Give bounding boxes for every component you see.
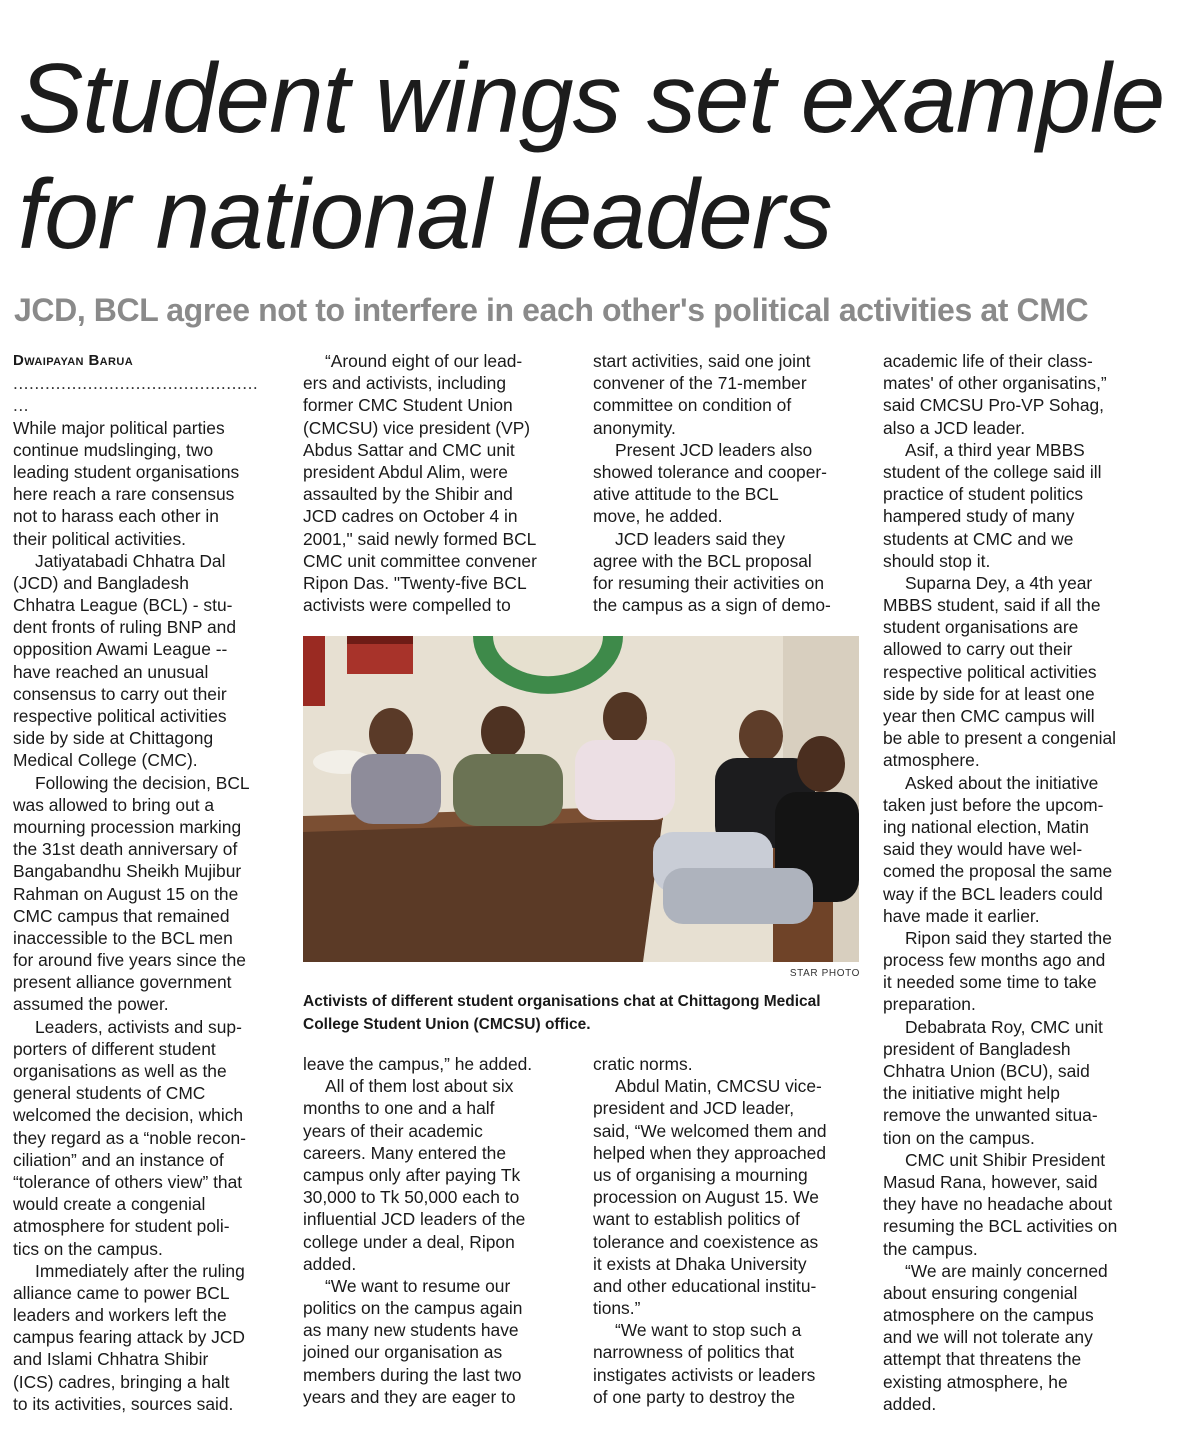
- article-text-line: should stop it.: [883, 550, 991, 571]
- article-text-line: atmosphere for student poli-: [13, 1216, 230, 1237]
- article-text-line: preparation.: [883, 994, 976, 1015]
- article-text-line: ative attitude to the BCL: [593, 484, 779, 505]
- article-text-line: said, “We welcomed them and: [593, 1120, 827, 1141]
- article-text-line: not to harass each other in: [13, 506, 219, 527]
- article-text-line: welcomed the decision, which: [13, 1105, 244, 1126]
- article-column-1: [13, 350, 281, 1415]
- article-text-line: politics on the campus again: [303, 1298, 523, 1319]
- article-text-line: would create a congenial: [13, 1194, 206, 1215]
- article-text-line: activists were compelled to: [303, 595, 511, 616]
- article-text-line: hampered study of many: [883, 506, 1075, 527]
- article-text-line: years of their academic: [303, 1120, 483, 1141]
- article-text-line: assumed the power.: [13, 994, 169, 1015]
- article-text-line: ciliation” and an instance of: [13, 1149, 224, 1170]
- article-text-line: assaulted by the Shibir and: [303, 484, 513, 505]
- article-text-line: alliance came to power BCL: [13, 1282, 230, 1303]
- article-text-line: student of the college said ill: [883, 461, 1102, 482]
- article-text-line: was allowed to bring out a: [13, 794, 215, 815]
- article-text-line: Asked about the initiative: [905, 772, 1099, 793]
- article-text-line: way if the BCL leaders could: [883, 883, 1103, 904]
- article-text-line: Rahman on August 15 on the: [13, 883, 239, 904]
- article-text-line: practice of student politics: [883, 484, 1084, 505]
- article-text-line: tion on the campus.: [883, 1127, 1035, 1148]
- photo-caption: [303, 990, 859, 1036]
- article-text-line: All of them lost about six: [325, 1076, 514, 1097]
- article-text-line: have made it earlier.: [883, 905, 1040, 926]
- article-text-line: be able to present a congenial: [883, 728, 1117, 749]
- article-text-line: president and JCD leader,: [593, 1098, 795, 1119]
- article-text-line: Chhatra League (BCL) - stu-: [13, 595, 233, 616]
- article-text-line: opposition Awami League --: [13, 639, 228, 660]
- article-text-line: “We want to stop such a: [615, 1320, 802, 1341]
- article-text-line: helped when they approached: [593, 1142, 827, 1163]
- article-text-line: months to one and a half: [303, 1098, 495, 1119]
- article-text-line: college under a deal, Ripon: [303, 1231, 515, 1252]
- article-text-line: they have no headache about: [883, 1194, 1113, 1215]
- article-text-line: move, he added.: [593, 506, 723, 527]
- article-column-2-bottom: [303, 1053, 573, 1408]
- article-text-line: showed tolerance and cooper-: [593, 461, 827, 482]
- article-text-line: campus fearing attack by JCD: [13, 1327, 245, 1348]
- article-text-line: agree with the BCL proposal: [593, 550, 812, 571]
- article-text-line: resuming the BCL activities on: [883, 1216, 1118, 1237]
- article-text-line: said CMCSU Pro-VP Sohag,: [883, 395, 1105, 416]
- article-text-line: leave the campus,” he added.: [303, 1054, 533, 1074]
- article-text-line: leaders and workers left the: [13, 1305, 227, 1326]
- article-text-line: Present JCD leaders also: [615, 439, 813, 460]
- article-text-line: their political activities.: [13, 528, 187, 549]
- article-text-line: to its activities, sources said.: [13, 1393, 234, 1414]
- byline-divider: ...: [13, 395, 29, 416]
- article-text-line: and Islami Chhatra Shibir: [13, 1349, 209, 1370]
- article-text-line: (JCD) and Bangladesh: [13, 572, 189, 593]
- article-text-line: and we will not tolerate any: [883, 1327, 1093, 1348]
- article-text-line: side by side for at least one: [883, 683, 1095, 704]
- article-text-line: committee on condition of: [593, 395, 792, 416]
- article-text-line: Medical College (CMC).: [13, 750, 198, 771]
- article-text-line: influential JCD leaders of the: [303, 1209, 526, 1230]
- article-text-line: said they would have wel-: [883, 839, 1083, 860]
- article-text-line: process few months ago and: [883, 950, 1106, 971]
- article-text-line: “We are mainly concerned: [905, 1260, 1108, 1281]
- article-text-line: and other educational institu-: [593, 1275, 817, 1296]
- article-text-line: us of organising a mourning: [593, 1164, 808, 1185]
- article-text-line: consensus to carry out their: [13, 683, 227, 704]
- headline-line: for national leaders: [18, 159, 832, 269]
- article-text-line: also a JCD leader.: [883, 417, 1026, 438]
- article-text-line: it needed some time to take: [883, 972, 1097, 993]
- article-text-line: present alliance government: [13, 972, 232, 993]
- col2-top-lines: [303, 350, 573, 616]
- article-text-line: about ensuring congenial: [883, 1282, 1078, 1303]
- article-column-3-bottom: [593, 1053, 865, 1408]
- article-text-line: taken just before the upcom-: [883, 794, 1104, 815]
- photo-illustration: [303, 636, 859, 962]
- article-text-line: organisations as well as the: [13, 1061, 227, 1081]
- article-text-line: anonymity.: [593, 417, 676, 438]
- article-text-line: respective political activities: [883, 661, 1097, 682]
- article-text-line: comed the proposal the same: [883, 861, 1113, 882]
- article-column-2-top: [303, 350, 573, 616]
- article-text-line: respective political activities: [13, 706, 227, 726]
- article-text-line: JCD cadres on October 4 in: [303, 506, 518, 527]
- article-text-line: Leaders, activists and sup-: [35, 1016, 242, 1037]
- article-text-line: the campus.: [883, 1238, 978, 1259]
- news-photo: [303, 636, 859, 962]
- caption-line: Activists of different student organisations chat at Chittagong Medical: [303, 993, 821, 1010]
- article-text-line: attempt that threatens the: [883, 1349, 1082, 1370]
- article-text-line: careers. Many entered the: [303, 1142, 506, 1163]
- article-text-line: cratic norms.: [593, 1054, 693, 1074]
- article-text-line: procession on August 15. We: [593, 1187, 819, 1208]
- article-text-line: convener of the 71-member: [593, 373, 807, 394]
- article-text-line: (ICS) cadres, bringing a halt: [13, 1371, 230, 1392]
- article-text-line: students at CMC and we: [883, 528, 1074, 549]
- article-text-line: year then CMC campus will: [883, 706, 1095, 726]
- article-text-line: “We want to resume our: [325, 1275, 511, 1296]
- article-text-line: president Abdul Alim, were: [303, 461, 508, 482]
- article-text-line: the campus as a sign of demo-: [593, 595, 831, 616]
- article-text-line: they regard as a “noble recon-: [13, 1127, 246, 1148]
- subheadline: JCD, BCL agree not to interfere in each other's political activities at CMC: [14, 292, 1089, 328]
- article-text-line: the initiative might help: [883, 1083, 1060, 1104]
- article-text-line: side by side at Chittagong: [13, 728, 214, 749]
- article-text-line: general students of CMC: [13, 1083, 206, 1104]
- article-text-line: inaccessible to the BCL men: [13, 927, 233, 948]
- article-text-line: atmosphere.: [883, 750, 980, 771]
- article-text-line: MBBS student, said if all the: [883, 595, 1101, 616]
- article-text-line: CMC unit Shibir President: [905, 1149, 1106, 1170]
- headline-line: Student wings set example: [18, 43, 1165, 153]
- article-text-line: president of Bangladesh: [883, 1038, 1071, 1059]
- photo-credit: STAR PHOTO: [789, 968, 860, 979]
- article-text-line: continue mudslinging, two: [13, 439, 214, 460]
- article-text-line: CMC campus that remained: [13, 905, 230, 926]
- byline-divider: ..............................................: [13, 373, 259, 394]
- article-text-line: joined our organisation as: [303, 1342, 503, 1363]
- article-text-line: want to establish politics of: [593, 1209, 800, 1230]
- article-text-line: Suparna Dey, a 4th year: [905, 572, 1093, 593]
- article-text-line: of one party to destroy the: [593, 1386, 796, 1407]
- article-text-line: for around five years since the: [13, 950, 246, 971]
- article-text-line: narrowness of politics that: [593, 1342, 795, 1363]
- article-text-line: it exists at Dhaka University: [593, 1253, 807, 1274]
- col2-bottom-lines: [303, 1053, 573, 1408]
- article-column-4: [883, 350, 1173, 1415]
- article-text-line: ing national election, Matin: [883, 816, 1089, 837]
- article-text-line: members during the last two: [303, 1364, 522, 1385]
- article-text-line: ers and activists, including: [303, 373, 506, 394]
- article-text-line: 2001," said newly formed BCL: [303, 528, 537, 549]
- col3-bottom-lines: [593, 1053, 865, 1408]
- article-text-line: leading student organisations: [13, 461, 240, 482]
- article-text-line: have reached an unusual: [13, 661, 209, 682]
- article-text-line: mourning procession marking: [13, 816, 242, 837]
- article-text-line: “Around eight of our lead-: [325, 351, 523, 371]
- article-text-line: instigates activists or leaders: [593, 1364, 816, 1385]
- article-text-line: (CMCSU) vice president (VP): [303, 417, 531, 438]
- article-text-line: existing atmosphere, he: [883, 1371, 1068, 1392]
- article-text-line: for resuming their activities on: [593, 572, 825, 593]
- article-text-line: remove the unwanted situa-: [883, 1105, 1098, 1126]
- col3-top-lines: [593, 350, 865, 616]
- article-text-line: here reach a rare consensus: [13, 484, 235, 505]
- article-text-line: tolerance and coexistence as: [593, 1231, 819, 1252]
- article-text-line: 30,000 to Tk 50,000 each to: [303, 1187, 520, 1208]
- article-text-line: former CMC Student Union: [303, 395, 513, 416]
- article-text-line: Asif, a third year MBBS: [905, 439, 1085, 460]
- article-text-line: “tolerance of others view” that: [13, 1171, 243, 1192]
- article-text-line: the 31st death anniversary of: [13, 839, 238, 860]
- article-text-line: added.: [303, 1253, 357, 1274]
- headline: [18, 40, 1183, 272]
- article-text-line: Masud Rana, however, said: [883, 1171, 1098, 1192]
- article-text-line: allowed to carry out their: [883, 639, 1073, 660]
- article-column-3-top: [593, 350, 865, 616]
- article-text-line: tics on the campus.: [13, 1238, 163, 1259]
- article-text-line: mates' of other organisatins,”: [883, 373, 1107, 394]
- col1-lines: [13, 417, 281, 1415]
- article-text-line: student organisations are: [883, 617, 1079, 638]
- article-text-line: Bangabandhu Sheikh Mujibur: [13, 861, 242, 882]
- article-text-line: Immediately after the ruling: [35, 1260, 245, 1281]
- article-text-line: Abdul Matin, CMCSU vice-: [615, 1076, 822, 1097]
- article-text-line: Following the decision, BCL: [35, 772, 250, 793]
- article-text-line: Chhatra Union (BCU), said: [883, 1061, 1090, 1081]
- article-text-line: atmosphere on the campus: [883, 1305, 1094, 1326]
- article-text-line: Jatiyatabadi Chhatra Dal: [35, 550, 226, 571]
- article-text-line: Abdus Sattar and CMC unit: [303, 439, 515, 460]
- col4-lines: [883, 350, 1173, 1415]
- article-text-line: academic life of their class-: [883, 351, 1093, 371]
- byline: Dwaipayan Barua: [13, 352, 134, 369]
- article-text-line: JCD leaders said they: [615, 528, 786, 549]
- article-text-line: campus only after paying Tk: [303, 1164, 521, 1185]
- article-text-line: start activities, said one joint: [593, 351, 811, 371]
- article-text-line: CMC unit committee convener: [303, 550, 537, 571]
- article-text-line: as many new students have: [303, 1320, 519, 1341]
- article-text-line: porters of different student: [13, 1038, 216, 1059]
- article-text-line: tions.”: [593, 1298, 641, 1319]
- article-text-line: Ripon said they started the: [905, 927, 1112, 948]
- article-text-line: Debabrata Roy, CMC unit: [905, 1016, 1103, 1037]
- caption-line: College Student Union (CMCSU) office.: [303, 1016, 591, 1033]
- article-text-line: Ripon Das. "Twenty-five BCL: [303, 572, 527, 593]
- article-text-line: While major political parties: [13, 417, 225, 438]
- article-text-line: dent fronts of ruling BNP and: [13, 617, 236, 638]
- article-text-line: years and they are eager to: [303, 1386, 516, 1407]
- article-text-line: added.: [883, 1393, 937, 1414]
